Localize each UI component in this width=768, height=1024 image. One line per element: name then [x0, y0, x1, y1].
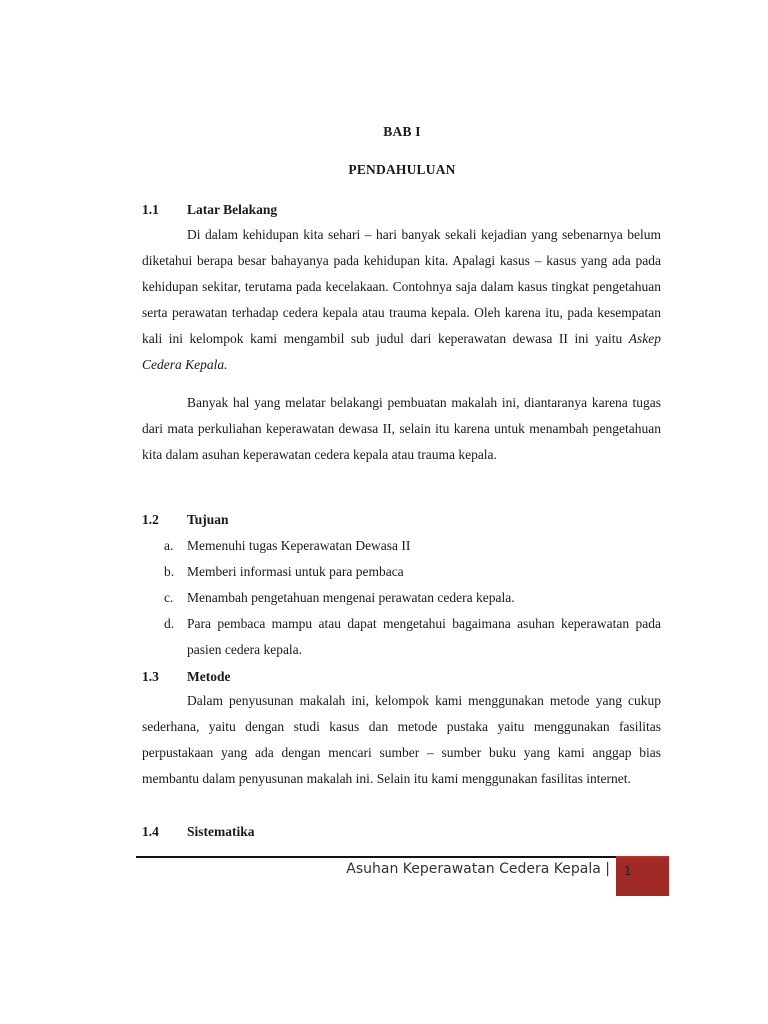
page-number-box	[616, 856, 669, 896]
list-item-text: Memenuhi tugas Keperawatan Dewasa II	[187, 538, 411, 553]
background-paragraph-1	[142, 222, 661, 378]
list-item	[142, 559, 661, 585]
list-item-text: Para pembaca mampu atau dapat mengetahui bagaimana asuhan keperawatan pada pasien cedera kepala.	[187, 616, 661, 657]
list-item	[142, 533, 661, 559]
list-item	[142, 611, 661, 663]
paragraph-text: Di dalam kehidupan kita sehari – hari banyak sekali kejadian yang sebenarnya belum diketahui berapa besar bahayanya pada kehidupan kita. Apalagi kasus – kasus yang ada pada kehidupan sekitar, terutama pada kecelakaan. Contohnya saja dalam kasus tingkat pengetahuan serta perawatan terhadap cedera kepala atau trauma kepala. Oleh karena itu, pada kesempatan kali ini kelompok kami mengambil sub judul dari keperawatan dewasa II ini yaitu	[142, 227, 661, 346]
list-marker: d.	[164, 616, 175, 631]
section-heading-1-1	[142, 202, 277, 218]
list-item	[142, 585, 661, 611]
section-heading-1-2	[142, 512, 229, 528]
footer-running-title: Asuhan Keperawatan Cedera Kepala |	[346, 861, 610, 877]
section-title: Latar Belakang	[187, 202, 278, 217]
section-heading-1-3	[142, 669, 230, 685]
paragraph-italic-text: Askep Cedera Kepala.	[142, 331, 661, 372]
section-number: 1.3	[142, 669, 159, 684]
objectives-list	[142, 533, 661, 663]
chapter-label: BAB I	[383, 124, 421, 139]
section-number: 1.2	[142, 512, 159, 527]
method-paragraph: Dalam penyusunan makalah ini, kelompok kami menggunakan metode yang cukup sederhana, yaitu dengan studi kasus dan metode pustaka yaitu menggunakan fasilitas perpustakaan yang ada dengan mencari sumber – sumber buku yang kami anggap bias membantu dalam penyusunan makalah ini. Selain itu kami menggunakan fasilitas internet.	[142, 693, 661, 786]
list-marker: c.	[164, 590, 174, 605]
section-number: 1.4	[142, 824, 159, 839]
background-paragraph-2: Banyak hal yang melatar belakangi pembuatan makalah ini, diantaranya karena tugas dari mata perkuliahan keperawatan dewasa II, selain itu karena untuk menambah pengetahuan kita dalam asuhan keperawatan cedera kepala atau trauma kepala.	[142, 395, 661, 462]
section-heading-1-4	[142, 824, 255, 840]
section-title: Metode	[187, 669, 231, 684]
footer-rule	[136, 856, 616, 858]
list-item-text: Memberi informasi untuk para pembaca	[187, 564, 404, 579]
list-item-text: Menambah pengetahuan mengenai perawatan cedera kepala.	[187, 590, 515, 605]
section-number: 1.1	[142, 202, 159, 217]
section-title: Sistematika	[187, 824, 255, 839]
section-title: Tujuan	[187, 512, 229, 527]
list-marker: b.	[164, 564, 175, 579]
page-number: 1	[624, 864, 632, 878]
chapter-title: PENDAHULUAN	[348, 162, 456, 177]
list-marker: a.	[164, 538, 174, 553]
